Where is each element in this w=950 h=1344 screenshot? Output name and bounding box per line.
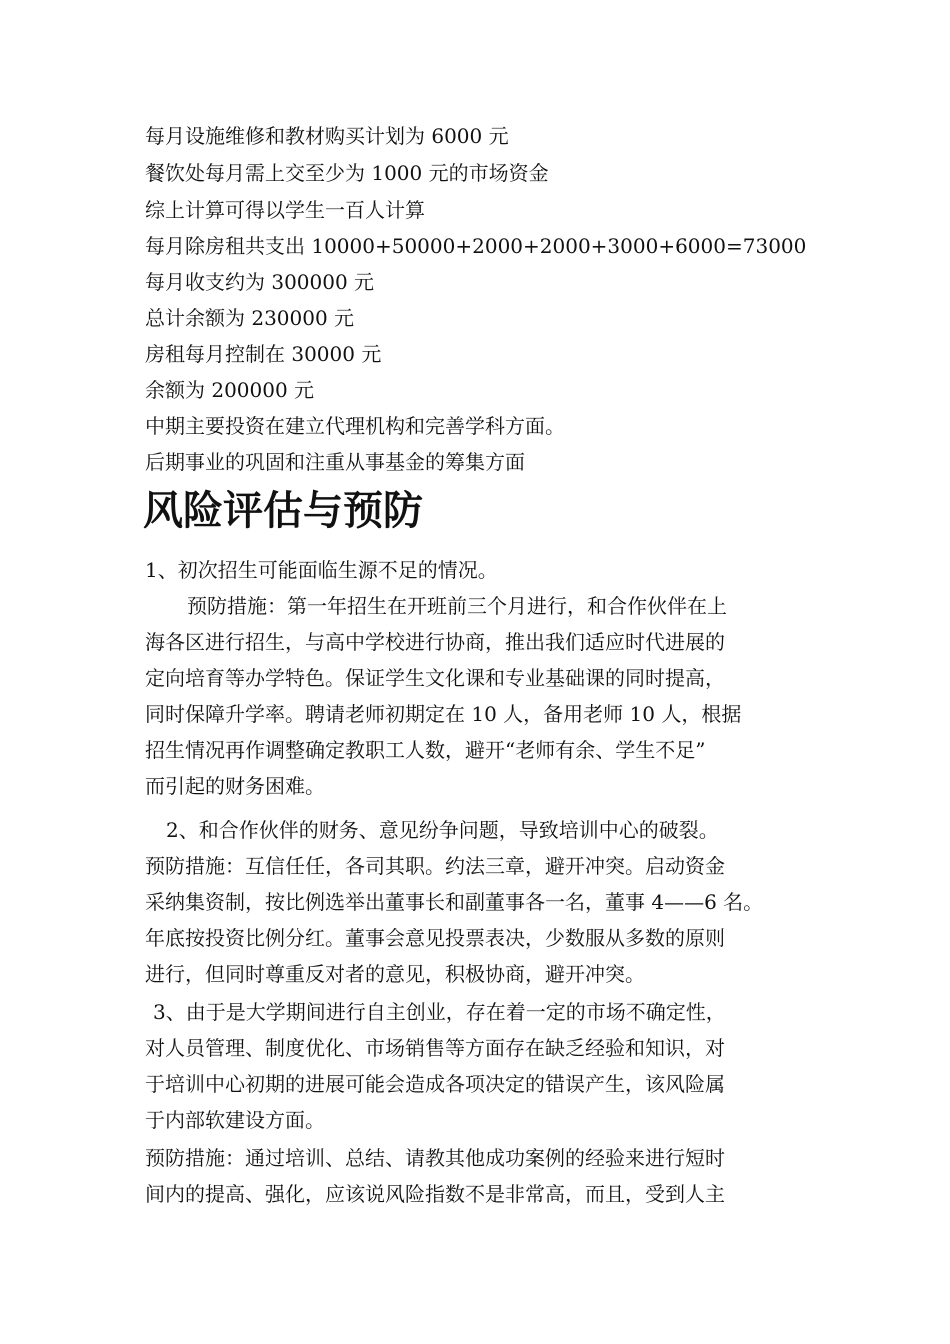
risk-item-2-measure-cont: 进行，但同时尊重反对者的意见，积极协商，避开冲突。: [145, 962, 645, 986]
budget-line-maintenance: 每月设施维修和教材购买计划为 6000 元: [145, 124, 509, 148]
risk-item-3-cont: 于内部软建设方面。: [145, 1108, 325, 1132]
budget-line-expenses: 每月除房租共支出 10000+50000+2000+2000+3000+6000=73000: [145, 234, 807, 258]
risk-item-1-measure-cont: 同时保障升学率。聘请老师初期定在 10 人，备用老师 10 人，根据: [145, 702, 742, 726]
risk-item-2-measure-cont: 采纳集资制，按比例选举出董事长和副董事各一名，董事 4——6 名。: [145, 890, 764, 914]
risk-item-2-title: 2、和合作伙伴的财务、意见纷争问题，导致培训中心的破裂。: [166, 818, 719, 842]
risk-item-3-measure: 预防措施：通过培训、总结、请教其他成功案例的经验来进行短时: [145, 1146, 725, 1170]
section-heading: 风险评估与预防: [143, 488, 423, 534]
budget-line-later: 后期事业的巩固和注重从事基金的筹集方面: [145, 450, 525, 474]
budget-line-income: 每月收支约为 300000 元: [145, 270, 375, 294]
risk-item-2-measure-cont: 年底按投资比例分红。董事会意见投票表决，少数服从多数的原则: [145, 926, 725, 950]
budget-line-basis: 综上计算可得以学生一百人计算: [145, 198, 425, 222]
risk-item-1-measure: 预防措施：第一年招生在开班前三个月进行，和合作伙伴在上: [187, 594, 727, 618]
budget-line-catering: 餐饮处每月需上交至少为 1000 元的市场资金: [145, 161, 549, 185]
risk-item-3-title: 3、由于是大学期间进行自主创业，存在着一定的市场不确定性，: [153, 1000, 726, 1024]
risk-item-3-cont: 对人员管理、制度优化、市场销售等方面存在缺乏经验和知识，对: [145, 1036, 725, 1060]
risk-item-1-measure-cont: 海各区进行招生，与高中学校进行协商，推出我们适应时代进展的: [145, 630, 725, 654]
risk-item-1-measure-cont: 而引起的财务困难。: [145, 774, 325, 798]
risk-item-1-title: 1、初次招生可能面临生源不足的情况。: [145, 558, 498, 582]
risk-item-2-measure: 预防措施：互信任任，各司其职。约法三章，避开冲突。启动资金: [145, 854, 725, 878]
risk-item-3-cont: 于培训中心初期的进展可能会造成各项决定的错误产生，该风险属: [145, 1072, 725, 1096]
risk-item-1-measure-cont: 定向培育等办学特色。保证学生文化课和专业基础课的同时提高，: [145, 666, 725, 690]
budget-line-rent: 房租每月控制在 30000 元: [145, 342, 382, 366]
risk-item-1-measure-cont: 招生情况再作调整确定教职工人数，避开“老师有余、学生不足”: [145, 738, 706, 762]
budget-line-remaining: 余额为 200000 元: [145, 378, 315, 402]
budget-line-midterm: 中期主要投资在建立代理机构和完善学科方面。: [145, 414, 565, 438]
risk-item-3-measure-cont: 间内的提高、强化，应该说风险指数不是非常高，而且，受到人主: [145, 1182, 725, 1206]
budget-line-balance: 总计余额为 230000 元: [145, 306, 355, 330]
